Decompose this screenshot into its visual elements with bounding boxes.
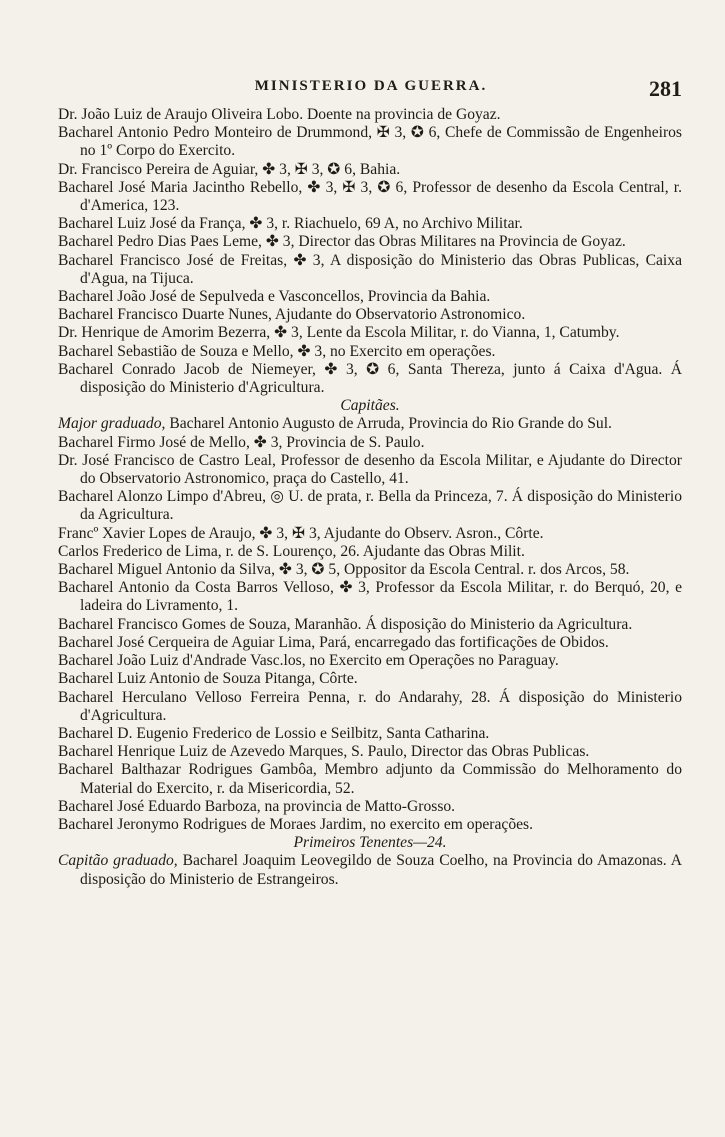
- entry: Dr. Francisco Pereira de Aguiar, ✤ 3, ✠ 3, ✪ 6, Bahia.: [58, 160, 401, 178]
- entry: Bacharel Pedro Dias Paes Leme, ✤ 3, Director das Obras Militares na Provincia de Goyaz.: [58, 233, 626, 251]
- entry: Bacharel Miguel Antonio da Silva, ✤ 3, ✪ 5, Oppositor da Escola Central. r. dos Arcos, 58.: [58, 561, 630, 579]
- entry: Bacharel José Maria Jacintho Rebello, ✤ 3, ✠ 3, ✪ 6, Professor de desenho da Escola Central, r. d'America, 123.: [58, 178, 682, 215]
- entry: Dr. João Luiz de Araujo Oliveira Lobo. Doente na provincia de Goyaz.: [58, 106, 501, 123]
- entry: Bacharel Francisco Duarte Nunes, Ajudante do Observatorio Astronomico.: [58, 306, 526, 324]
- entry: Dr. Henrique de Amorim Bezerra, ✤ 3, Lente da Escola Militar, r. do Vianna, 1, Catumby.: [58, 324, 620, 342]
- entry: Bacharel Sebastião de Souza e Mello, ✤ 3, no Exercito em operações.: [58, 342, 496, 360]
- entry: Bacharel Antonio da Costa Barros Velloso, ✤ 3, Professor da Escola Militar, r. do Berquó, 20, e ladeira do Livramento, 1.: [58, 579, 682, 615]
- entry: Bacharel João Luiz d'Andrade Vasc.los, no Exercito em Operações no Paraguay.: [58, 652, 559, 670]
- entry: Carlos Frederico de Lima, r. de S. Lourenço, 26. Ajudante das Obras Milit.: [58, 542, 525, 560]
- entry: Capitão graduado, Bacharel Joaquim Leovegildo de Souza Coelho, na Provincia do Amazonas. A disposição do Ministerio de Estrangeiros.: [58, 852, 682, 888]
- entry: Bacharel Balthazar Rodrigues Gambôa, Membro adjunto da Commissão do Melhoramento do Material do Exercito, r. da Misericordia, 52.: [58, 761, 682, 797]
- page-header: [60, 76, 682, 102]
- entry: Bacharel José Eduardo Barboza, na provincia de Matto-Grosso.: [58, 797, 456, 815]
- section-heading-primeiros-tenentes: Primeiros Tenentes—24.: [293, 834, 447, 852]
- entry: Bacharel Jeronymo Rodrigues de Moraes Jardim, no exercito em operações.: [58, 815, 534, 833]
- entry: Bacharel Antonio Pedro Monteiro de Drummond, ✠ 3, ✪ 6, Chefe de Commissão de Engenheiros no 1º Corpo do Exercito.: [58, 124, 682, 160]
- entry: Dr. José Francisco de Castro Leal, Professor de desenho da Escola Militar, e Ajudante do Director do Observatorio Astronomico, praça do Castello, 41.: [58, 451, 682, 488]
- entry: Bacharel Alonzo Limpo d'Abreu, ◎ U. de prata, r. Bella da Princeza, 7. Á disposição do Ministerio da Agricultura.: [58, 488, 682, 524]
- entry: Bacharel Luiz José da França, ✤ 3, r. Riachuelo, 69 A, no Archivo Militar.: [58, 215, 523, 233]
- entry: Bacharel Francisco José de Freitas, ✤ 3, A disposição do Ministerio das Obras Publicas, Caixa d'Agua, na Tijuca.: [58, 251, 682, 287]
- body-text: [58, 106, 682, 889]
- entry: Bacharel Henrique Luiz de Azevedo Marques, S. Paulo, Director das Obras Publicas.: [58, 743, 590, 761]
- entry: Bacharel Herculano Velloso Ferreira Penna, r. do Andarahy, 28. Á disposição do Ministerio d'Agricultura.: [58, 688, 682, 724]
- entry: Francº Xavier Lopes de Araujo, ✤ 3, ✠ 3, Ajudante do Observ. Asron., Côrte.: [58, 524, 544, 542]
- section-heading-capitaes: Capitães.: [340, 397, 400, 415]
- entry: Bacharel Luiz Antonio de Souza Pitanga, Côrte.: [58, 670, 358, 688]
- entry: Bacharel Firmo José de Mello, ✤ 3, Provincia de S. Paulo.: [58, 433, 425, 451]
- entry: Bacharel João José de Sepulveda e Vasconcellos, Provincia da Bahia.: [58, 288, 491, 306]
- page-number: 281: [649, 76, 682, 101]
- entry: Bacharel José Cerqueira de Aguiar Lima, Pará, encarregado das fortificações de Obidos.: [58, 633, 609, 651]
- entry: Bacharel D. Eugenio Frederico de Lossio e Seilbitz, Santa Catharina.: [58, 724, 490, 742]
- rank-lead: Capitão graduado,: [58, 852, 178, 870]
- entry: Bacharel Francisco Gomes de Souza, Maranhão. Á disposição do Ministerio da Agricultura.: [58, 615, 633, 633]
- entry: Bacharel Conrado Jacob de Niemeyer, ✤ 3, ✪ 6, Santa Thereza, junto á Caixa d'Agua. Á disposição do Ministerio d'Agricultura.: [58, 360, 682, 397]
- running-title: MINISTERIO DA GUERRA.: [254, 78, 488, 94]
- rank-lead: Major graduado,: [58, 415, 166, 433]
- entry: Major graduado, Bacharel Antonio Augusto de Arruda, Provincia do Rio Grande do Sul.: [58, 415, 612, 433]
